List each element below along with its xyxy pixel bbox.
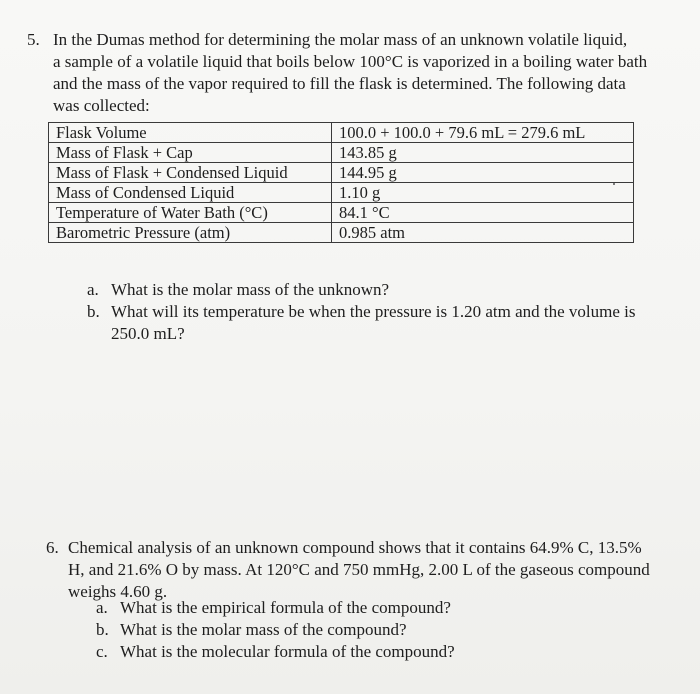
subquestion-letter: a. <box>87 280 99 299</box>
problem-5-text <box>53 29 647 117</box>
problem-5-line: and the mass of the vapor required to fill the flask is determined. The following data <box>53 74 626 93</box>
table-value: 100.0 + 100.0 + 79.6 mL = 279.6 mL <box>332 123 634 143</box>
problem-6-number: 6. <box>46 538 59 557</box>
table-label: Mass of Flask + Cap <box>49 143 332 163</box>
table-label: Mass of Flask + Condensed Liquid <box>49 163 332 183</box>
problem-6-line: weighs 4.60 g. <box>68 582 168 601</box>
table-row <box>49 163 634 183</box>
subquestion-letter: c. <box>96 642 108 661</box>
pen-mark <box>613 183 615 185</box>
table-row <box>49 123 634 143</box>
problem-5-number: 5. <box>27 30 40 49</box>
table-row <box>49 183 634 203</box>
table-label: Temperature of Water Bath (°C) <box>49 203 332 223</box>
table-label: Flask Volume <box>49 123 332 143</box>
problem-6-text <box>68 537 650 603</box>
subquestion-text: What is the molar mass of the unknown? <box>111 280 390 299</box>
problem-6-line: H, and 21.6% O by mass. At 120°C and 750 mmHg, 2.00 L of the gaseous compound <box>68 560 650 579</box>
problem-5-line: In the Dumas method for determining the molar mass of an unknown volatile liquid, <box>53 30 628 49</box>
subquestion-line: What will its temperature be when the pressure is 1.20 atm and the volume is <box>111 302 636 321</box>
table-value: 144.95 g <box>332 163 634 183</box>
table-value: 143.85 g <box>332 143 634 163</box>
problem-5-line: was collected: <box>53 96 150 115</box>
table-row <box>49 203 634 223</box>
subquestion-text: What is the molecular formula of the compound? <box>120 642 455 661</box>
problem-5-line: a sample of a volatile liquid that boils below 100°C is vaporized in a boiling water bath <box>53 52 648 71</box>
subquestion-line: 250.0 mL? <box>111 324 185 343</box>
dumas-data-table <box>48 122 634 243</box>
table-value: 1.10 g <box>332 183 634 203</box>
subquestion-letter: b. <box>96 620 109 639</box>
subquestion-text: What is the empirical formula of the compound? <box>120 598 451 617</box>
subquestion-text <box>111 301 636 345</box>
subquestion-letter: a. <box>96 598 108 617</box>
table-value: 84.1 °C <box>332 203 634 223</box>
table-value: 0.985 atm <box>332 223 634 243</box>
table-label: Mass of Condensed Liquid <box>49 183 332 203</box>
table-row <box>49 223 634 243</box>
subquestion-text: What is the molar mass of the compound? <box>120 620 407 639</box>
problem-6-line: Chemical analysis of an unknown compound shows that it contains 64.9% C, 13.5% <box>68 538 642 557</box>
table-label: Barometric Pressure (atm) <box>49 223 332 243</box>
subquestion-letter: b. <box>87 302 100 321</box>
table-row <box>49 143 634 163</box>
